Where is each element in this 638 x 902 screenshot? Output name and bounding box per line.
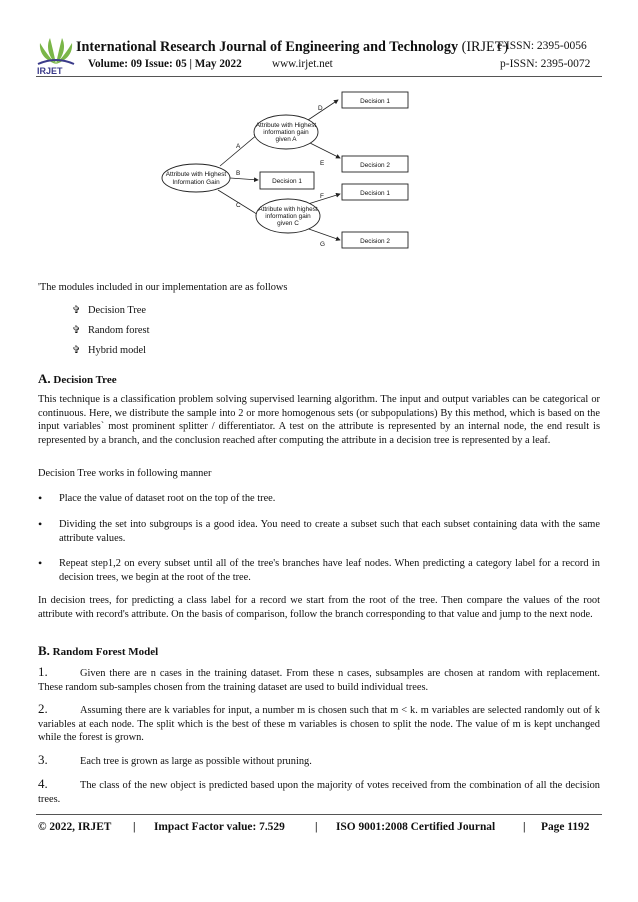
- node-a-label-3: given A: [275, 136, 297, 143]
- bullet-icon: •: [38, 556, 43, 570]
- decision-e-label: Decision 2: [360, 162, 390, 169]
- journal-title: International Research Journal of Engineering and Technology (IRJET): [76, 39, 509, 55]
- node-a-label-1: Attribute with Highest: [255, 122, 317, 129]
- footer-divider: [36, 814, 602, 815]
- list-item: • Place the value of dataset root on the top of the tree.: [38, 491, 276, 505]
- root-label-2: Information Gain: [172, 179, 220, 186]
- node-c-label-2: information gain: [265, 213, 311, 220]
- footer-separator: |: [523, 821, 526, 833]
- edge-label-b: B: [236, 170, 241, 177]
- node-c-label-1: Attribute with highest: [258, 206, 318, 213]
- list-item: 4. The class of the new object is predicted based upon the majority of votes received from the combination of all the decision trees.: [38, 776, 600, 805]
- edge-label-d: D: [318, 105, 323, 112]
- decision-tree-figure: [160, 86, 478, 258]
- list-item: ✞ Random forest: [72, 325, 150, 336]
- edge-label-e: E: [320, 160, 325, 167]
- cross-icon: ✞: [72, 345, 81, 356]
- section-a-paragraph-2: Decision Tree works in following manner: [38, 468, 212, 479]
- footer-impact-factor: Impact Factor value: 7.529: [154, 821, 285, 833]
- logo-text: IRJET: [37, 66, 63, 76]
- bullet-icon: •: [38, 491, 43, 505]
- list-item: ✞ Hybrid model: [72, 345, 147, 356]
- cross-icon: ✞: [72, 325, 81, 336]
- volume-issue: Volume: 09 Issue: 05 | May 2022: [88, 58, 242, 70]
- decision-b-label: Decision 1: [272, 178, 302, 185]
- edge-label-c: C: [236, 202, 241, 209]
- list-item: 1. Given there are n cases in the training dataset. From these n cases, subsamples are chosen at random with replacement. These random sub-samples chosen from the training dataset are used to build individual trees.: [38, 664, 600, 693]
- decision-f-label: Decision 1: [360, 190, 390, 197]
- decision-g-label: Decision 2: [360, 238, 390, 245]
- footer-page-number: Page 1192: [541, 821, 590, 833]
- root-node: [162, 164, 230, 192]
- section-b-heading: B. Random Forest Model: [38, 643, 159, 658]
- footer-separator: |: [133, 821, 136, 833]
- node-c-label-3: given C: [277, 220, 299, 227]
- bullet-icon: •: [38, 517, 43, 531]
- edge-label-a: A: [236, 143, 241, 150]
- root-label-1: Attribute with Highest: [165, 171, 227, 178]
- section-a-heading: A. Decision Tree: [38, 371, 117, 386]
- edge-label-f: F: [320, 193, 324, 200]
- cross-icon: ✞: [72, 305, 81, 316]
- e-issn: e-ISSN: 2395-0056: [497, 40, 587, 52]
- node-a-label-2: information gain: [263, 129, 309, 136]
- edge-label-g: G: [320, 241, 325, 248]
- header-divider: [36, 76, 602, 77]
- list-item: 3. Each tree is grown as large as possible without pruning.: [38, 752, 312, 767]
- list-item: 2. Assuming there are k variables for input, a number m is chosen such that m < k. m variables are selected randomly out of k variables at each node. The split which is the best of these m variables is chosen to split the node. The value of m is kept unchanged while the forest is grown.: [38, 701, 600, 744]
- list-item: • Dividing the set into subgroups is a good idea. You need to create a subset such that each subset containing data with the same attribute values.: [38, 517, 600, 544]
- section-a-paragraph-1: This technique is a classification problem solving supervised learning algorithm. The input and output variables can be categorical or continuous. Here, we distribute the sample into 2 or more homogenous sets (or subpopulations) By this method, which is based on the input variables` most prominent splitter / differentiator. A test on the attribute is represented by an internal node, the end result is represented by a branch, and the conclusion reached after computing the attribute in a decision tree is represented by a leaf.: [38, 394, 600, 447]
- list-item: • Repeat step1,2 on every subset until all of the tree's branches have leaf nodes. When predicting a category label for a record in decision trees, we begin at the root of the tree.: [38, 556, 600, 583]
- list-item: ✞ Decision Tree: [72, 305, 147, 316]
- footer-separator: |: [315, 821, 318, 833]
- journal-url[interactable]: www.irjet.net: [272, 58, 333, 70]
- intro-text: 'The modules included in our implementation are as follows: [38, 282, 288, 293]
- section-a-paragraph-3: In decision trees, for predicting a class label for a record we start from the root of the tree. Then compare the values of the root attribute with record's attribute. On the basis of comparison, follow the branch corresponding to that value and jump to the next node.: [38, 595, 600, 620]
- footer-copyright: © 2022, IRJET: [38, 821, 112, 833]
- footer-iso: ISO 9001:2008 Certified Journal: [336, 821, 496, 833]
- p-issn: p-ISSN: 2395-0072: [500, 58, 591, 70]
- decision-d-label: Decision 1: [360, 98, 390, 105]
